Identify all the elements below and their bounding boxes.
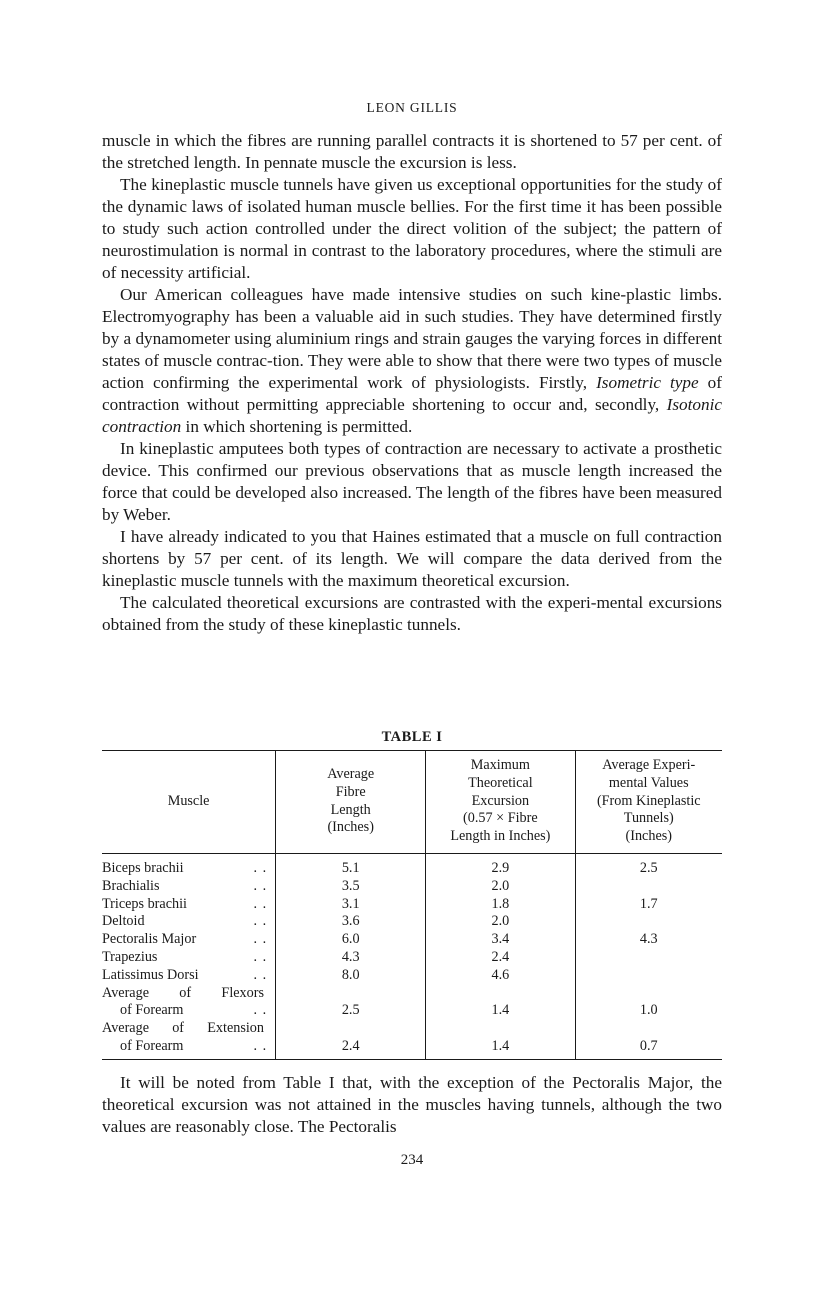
cell-muscle xyxy=(102,854,276,878)
header-line: Fibre xyxy=(335,783,366,800)
cell-theoretical: 3.4 xyxy=(426,931,575,949)
cell-muscle xyxy=(102,949,276,967)
table-row xyxy=(102,949,722,967)
paragraph-kineplastic-tunnels: The kineplastic muscle tunnels have given us exceptional opportunities for the study of the dynamic laws of isolated human muscle bellies. For the first time it has been possible to study such action controlled under the direct volition of the subject; the pattern of neurostimulation is normal in contrast to the laboratory procedures, where the stimuli are of necessity artificial. xyxy=(102,175,722,282)
cell-muscle xyxy=(102,985,276,1021)
cell-experimental xyxy=(575,878,722,896)
cell-theoretical: 1.4 xyxy=(426,985,575,1021)
body-text-after-table xyxy=(102,1072,722,1138)
muscle-name: Latissimus Dorsi xyxy=(102,966,199,983)
cell-fibre-length: 2.4 xyxy=(276,1020,426,1059)
cell-theoretical: 2.9 xyxy=(426,854,575,878)
dot-leader: . . xyxy=(253,1002,268,1019)
paragraph-amputees: In kineplastic amputees both types of contraction are necessary to activate a prosthetic device. This confirmed our previous observations that as muscle length increased the force that could be developed also increased. The length of the fibres have been measured by Weber. xyxy=(102,439,722,524)
paragraph-contrast: The calculated theoretical excursions are contrasted with the experi-mental excursions obtained from the study of these kineplastic tunnels. xyxy=(102,593,722,634)
header-line: Excursion xyxy=(471,792,530,809)
table-row xyxy=(102,967,722,985)
paragraph-table-note: It will be noted from Table I that, with the exception of the Pectoralis Major, the theoretical excursion was not attained in the muscles having tunnels, although the two values are reasonably close. The Pectoralis xyxy=(102,1073,722,1136)
header-experimental-values xyxy=(575,751,722,854)
muscle-name-line1: Average of Flexors xyxy=(102,984,264,1001)
cell-fibre-length: 3.5 xyxy=(276,878,426,896)
cell-fibre-length: 8.0 xyxy=(276,967,426,985)
muscle-name: Biceps brachii xyxy=(102,860,184,876)
cell-theoretical: 1.8 xyxy=(426,896,575,914)
header-line: mental Values xyxy=(608,774,689,791)
italic-term-isometric: Isometric type xyxy=(596,373,699,392)
muscle-name-line2: of Forearm xyxy=(120,1037,184,1054)
cell-fibre-length: 3.6 xyxy=(276,913,426,931)
page-number: 234 xyxy=(400,1152,424,1168)
muscle-excursion-table xyxy=(102,750,722,1060)
muscle-name: Pectoralis Major xyxy=(102,931,197,948)
header-line: Average xyxy=(327,765,375,782)
cell-muscle xyxy=(102,896,276,914)
header-line: Average Experi- xyxy=(602,757,696,773)
cell-fibre-length: 4.3 xyxy=(276,949,426,967)
muscle-name: Deltoid xyxy=(102,913,145,930)
cell-muscle xyxy=(102,931,276,949)
header-line: Length in Inches) xyxy=(450,828,551,845)
cell-theoretical: 2.0 xyxy=(426,878,575,896)
cell-fibre-length: 5.1 xyxy=(276,854,426,878)
paragraph-american-colleagues xyxy=(102,284,722,438)
muscle-name-line2: of Forearm xyxy=(120,1002,184,1019)
paragraph-haines: I have already indicated to you that Haines estimated that a muscle on full contraction shortens by 57 per cent. of its length. We will compare the data derived from the kineplastic muscle tunnels with the maximum theoretical excursion. xyxy=(102,527,722,590)
muscle-name-line1: Average of Extension xyxy=(102,1020,264,1037)
dot-leader: . . xyxy=(253,877,268,894)
header-line: (Inches) xyxy=(625,828,672,845)
cell-experimental: 1.7 xyxy=(575,896,722,914)
header-line: (0.57 × Fibre xyxy=(463,810,538,827)
header-average-fibre-length xyxy=(276,751,426,854)
table-row xyxy=(102,985,722,1021)
header-line: Tunnels) xyxy=(623,810,674,827)
cell-experimental: 2.5 xyxy=(575,854,722,878)
paragraph-text: in which shortening is permitted. xyxy=(181,417,413,436)
running-head: LEON GILLIS xyxy=(366,100,458,115)
cell-fibre-length: 2.5 xyxy=(276,985,426,1021)
table-header-row xyxy=(102,751,722,854)
cell-experimental xyxy=(575,949,722,967)
header-line: Length xyxy=(330,801,371,818)
header-line: (Inches) xyxy=(327,819,374,836)
cell-theoretical: 2.0 xyxy=(426,913,575,931)
table-row xyxy=(102,931,722,949)
dot-leader: . . xyxy=(253,913,268,930)
table-row xyxy=(102,854,722,878)
cell-theoretical: 1.4 xyxy=(426,1020,575,1059)
muscle-name: Brachialis xyxy=(102,877,160,894)
muscle-name: Trapezius xyxy=(102,948,158,965)
header-line: (From Kineplastic xyxy=(596,792,701,809)
cell-muscle xyxy=(102,1020,276,1059)
body-text-before-table xyxy=(102,130,722,636)
header-muscle: Muscle xyxy=(102,751,276,854)
muscle-name: Triceps brachii xyxy=(102,895,187,912)
dot-leader: . . xyxy=(253,860,268,876)
dot-leader: . . xyxy=(253,948,268,965)
cell-experimental xyxy=(575,913,722,931)
table-row xyxy=(102,878,722,896)
cell-experimental: 4.3 xyxy=(575,931,722,949)
header-theoretical-excursion xyxy=(426,751,575,854)
cell-experimental: 1.0 xyxy=(575,985,722,1021)
dot-leader: . . xyxy=(253,1037,268,1054)
cell-experimental xyxy=(575,967,722,985)
cell-experimental: 0.7 xyxy=(575,1020,722,1059)
cell-fibre-length: 3.1 xyxy=(276,896,426,914)
cell-theoretical: 4.6 xyxy=(426,967,575,985)
dot-leader: . . xyxy=(253,931,268,948)
paragraph-text: of contraction without permitting appreciable shortening to occur and, secondly, xyxy=(102,373,722,414)
cell-fibre-length: 6.0 xyxy=(276,931,426,949)
cell-muscle xyxy=(102,967,276,985)
header-line: Maximum xyxy=(470,757,530,773)
dot-leader: . . xyxy=(253,895,268,912)
dot-leader: . . xyxy=(253,966,268,983)
cell-theoretical: 2.4 xyxy=(426,949,575,967)
header-line: Theoretical xyxy=(468,774,533,791)
table-title: TABLE I xyxy=(381,729,443,745)
cell-muscle xyxy=(102,913,276,931)
italic-term-isotonic: Isotonic contraction xyxy=(102,395,722,436)
table-row xyxy=(102,896,722,914)
paragraph-text: Our American colleagues have made intensive studies on such kine-plastic limbs. Electromyography has been a valuable aid in such studies. They have determined firstly by a dynamometer using aluminium rings and strain gauges the varying forces in different states of muscle contrac-tion. They were able to show that there were two types of muscle action confirming the experimental work of physiologists. Firstly, xyxy=(102,285,722,392)
cell-muscle xyxy=(102,878,276,896)
table-row xyxy=(102,913,722,931)
table-row xyxy=(102,1020,722,1059)
paragraph-continued: muscle in which the fibres are running parallel contracts it is shortened to 57 per cent. of the stretched length. In pennate muscle the excursion is less. xyxy=(102,131,722,172)
